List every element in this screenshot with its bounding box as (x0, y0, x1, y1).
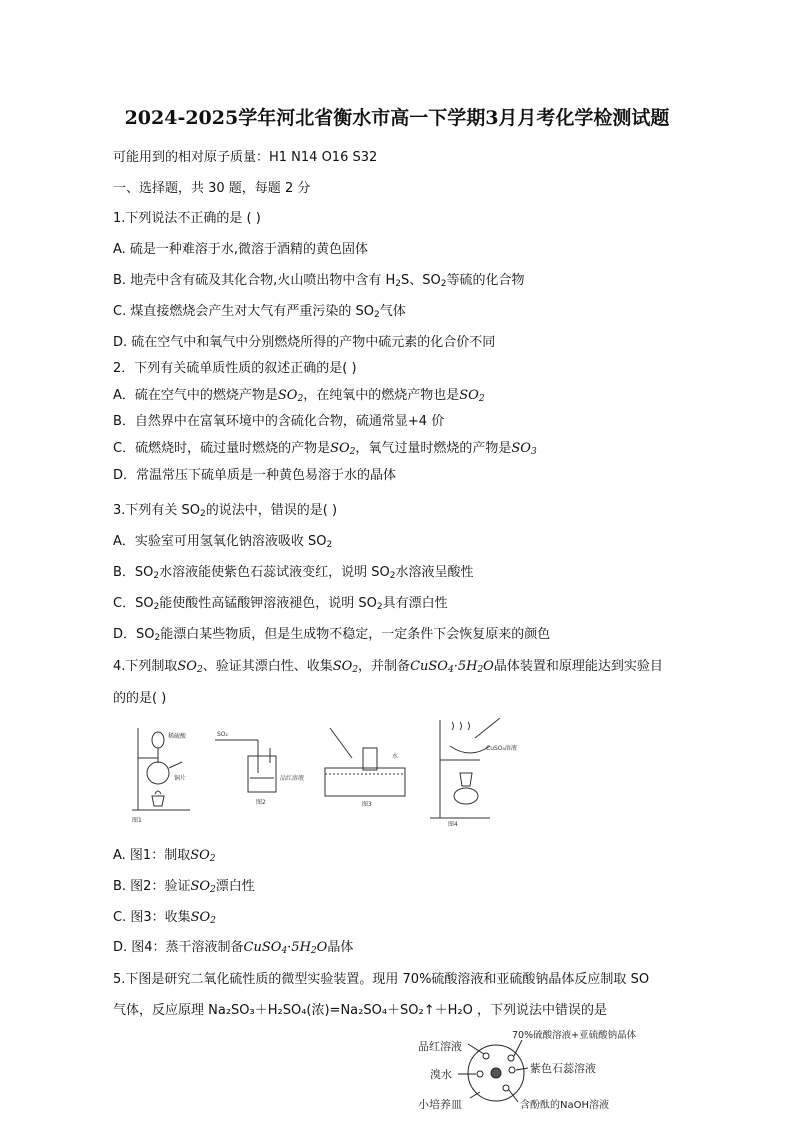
q4-option-d: D. 图4：蒸干溶液制备$CuSO_4\cdot 5H_2O$晶体 (113, 940, 354, 956)
svg-text:图4: 图4 (448, 821, 458, 828)
q3-option-c: C．$SO_2$能使酸性高锰酸钾溶液褪色，说明 $SO_2$具有漂白性 (113, 596, 448, 612)
q2-option-c: C．硫燃烧时，硫过量时燃烧的产物是$SO_2$，氧气过量时燃烧的产物是$SO_3$ (113, 441, 537, 457)
q3-option-d: D．$SO_2$能漂白某些物质，但是生成物不稳定，一定条件下会恢复原来的颜色 (113, 627, 551, 643)
q1-option-b: B. 地壳中含有硫及其化合物,火山喷出物中含有 $H_2S$、$SO_2$等硫的化合物 (113, 273, 525, 289)
q5-stem-line2: 气体，反应原理 Na₂SO₃＋H₂SO₄(浓)=Na₂SO₄＋SO₂↑＋H₂O ，下列说法中错误的是 (113, 1003, 607, 1018)
svg-text:溴水: 溴水 (430, 1068, 452, 1081)
q3-option-a: A．实验室可用氢氧化钠溶液吸收 $SO_2$ (113, 534, 333, 550)
q4-stem: 4.下列制取$SO_2$、验证其漂白性、收集$SO_2$，并制备$CuSO_4\cdot 5H_2O$晶体装置和原理能达到实验目 (113, 659, 663, 675)
q3-option-b: B．$SO_2$水溶液能使紫色石蕊试液变红，说明 $SO_2$水溶液呈酸性 (113, 565, 474, 581)
q1-stem: 1.下列说法不正确的是 ( ) (113, 211, 261, 226)
q3-stem: 3.下列有关 $SO_2$的说法中，错误的是( ) (113, 503, 338, 519)
section-heading: 一、选择题，共 30 题，每题 2 分 (113, 181, 311, 196)
svg-text:图1: 图1 (132, 817, 142, 824)
svg-text:铜片: 铜片 (174, 775, 187, 782)
svg-text:品红溶液: 品红溶液 (418, 1040, 462, 1053)
atomic-masses: 可能用到的相对原子质量：H1 N14 O16 S32 (113, 150, 378, 165)
page-title: 2024-2025学年河北省衡水市高一下学期3月月考化学检测试题 (124, 107, 670, 129)
q4-apparatus-figure (130, 718, 530, 832)
q4-option-c: C. 图3：收集$SO_2$ (113, 910, 216, 926)
svg-text:图2: 图2 (256, 799, 266, 806)
q1-option-c: C. 煤直接燃烧会产生对大气有严重污染的 $SO_2$气体 (113, 304, 406, 320)
q2-option-b: B．自然界中在富氧环境中的含硫化合物，硫通常显+4 价 (113, 414, 445, 429)
q4-option-b: B. 图2：验证$SO_2$漂白性 (113, 879, 255, 895)
svg-text:CuSO₄溶液: CuSO₄溶液 (486, 745, 517, 752)
svg-text:图3: 图3 (362, 801, 372, 808)
q1-option-d: D. 硫在空气中和氧气中分别燃烧所得的产物中硫元素的化合价不同 (113, 335, 496, 350)
q4-stem-line2: 的的是( ) (113, 691, 167, 706)
q1-option-a: A. 硫是一种难溶于水,微溶于酒精的黄色固体 (113, 242, 369, 257)
svg-text:含酚酞的NaOH溶液: 含酚酞的NaOH溶液 (520, 1100, 609, 1111)
q2-option-d: D．常温常压下硫单质是一种黄色易溶于水的晶体 (113, 468, 397, 483)
svg-text:小培养皿: 小培养皿 (418, 1098, 462, 1111)
q2-stem: 2．下列有关硫单质性质的叙述正确的是( ) (113, 361, 357, 376)
svg-text:稀硫酸: 稀硫酸 (168, 733, 187, 740)
svg-text:水: 水 (392, 753, 399, 760)
q5-microscale-apparatus (410, 1026, 640, 1122)
q2-option-a: A．硫在空气中的燃烧产物是$SO_2$，在纯氧中的燃烧产物也是$SO_2$ (113, 388, 485, 404)
q4-option-a: A. 图1：制取$SO_2$ (113, 848, 216, 864)
q5-stem: 5.下图是研究二氧化硫性质的微型实验装置。现用 70%硫酸溶液和亚硫酸钠晶体反应制取 SO (113, 972, 650, 987)
svg-text:70%硫酸溶液+亚硫酸钠晶体: 70%硫酸溶液+亚硫酸钠晶体 (512, 1030, 637, 1041)
svg-text:紫色石蕊溶液: 紫色石蕊溶液 (530, 1062, 596, 1075)
svg-text:品红溶液: 品红溶液 (280, 775, 305, 782)
svg-text:SO₂: SO₂ (217, 731, 228, 738)
